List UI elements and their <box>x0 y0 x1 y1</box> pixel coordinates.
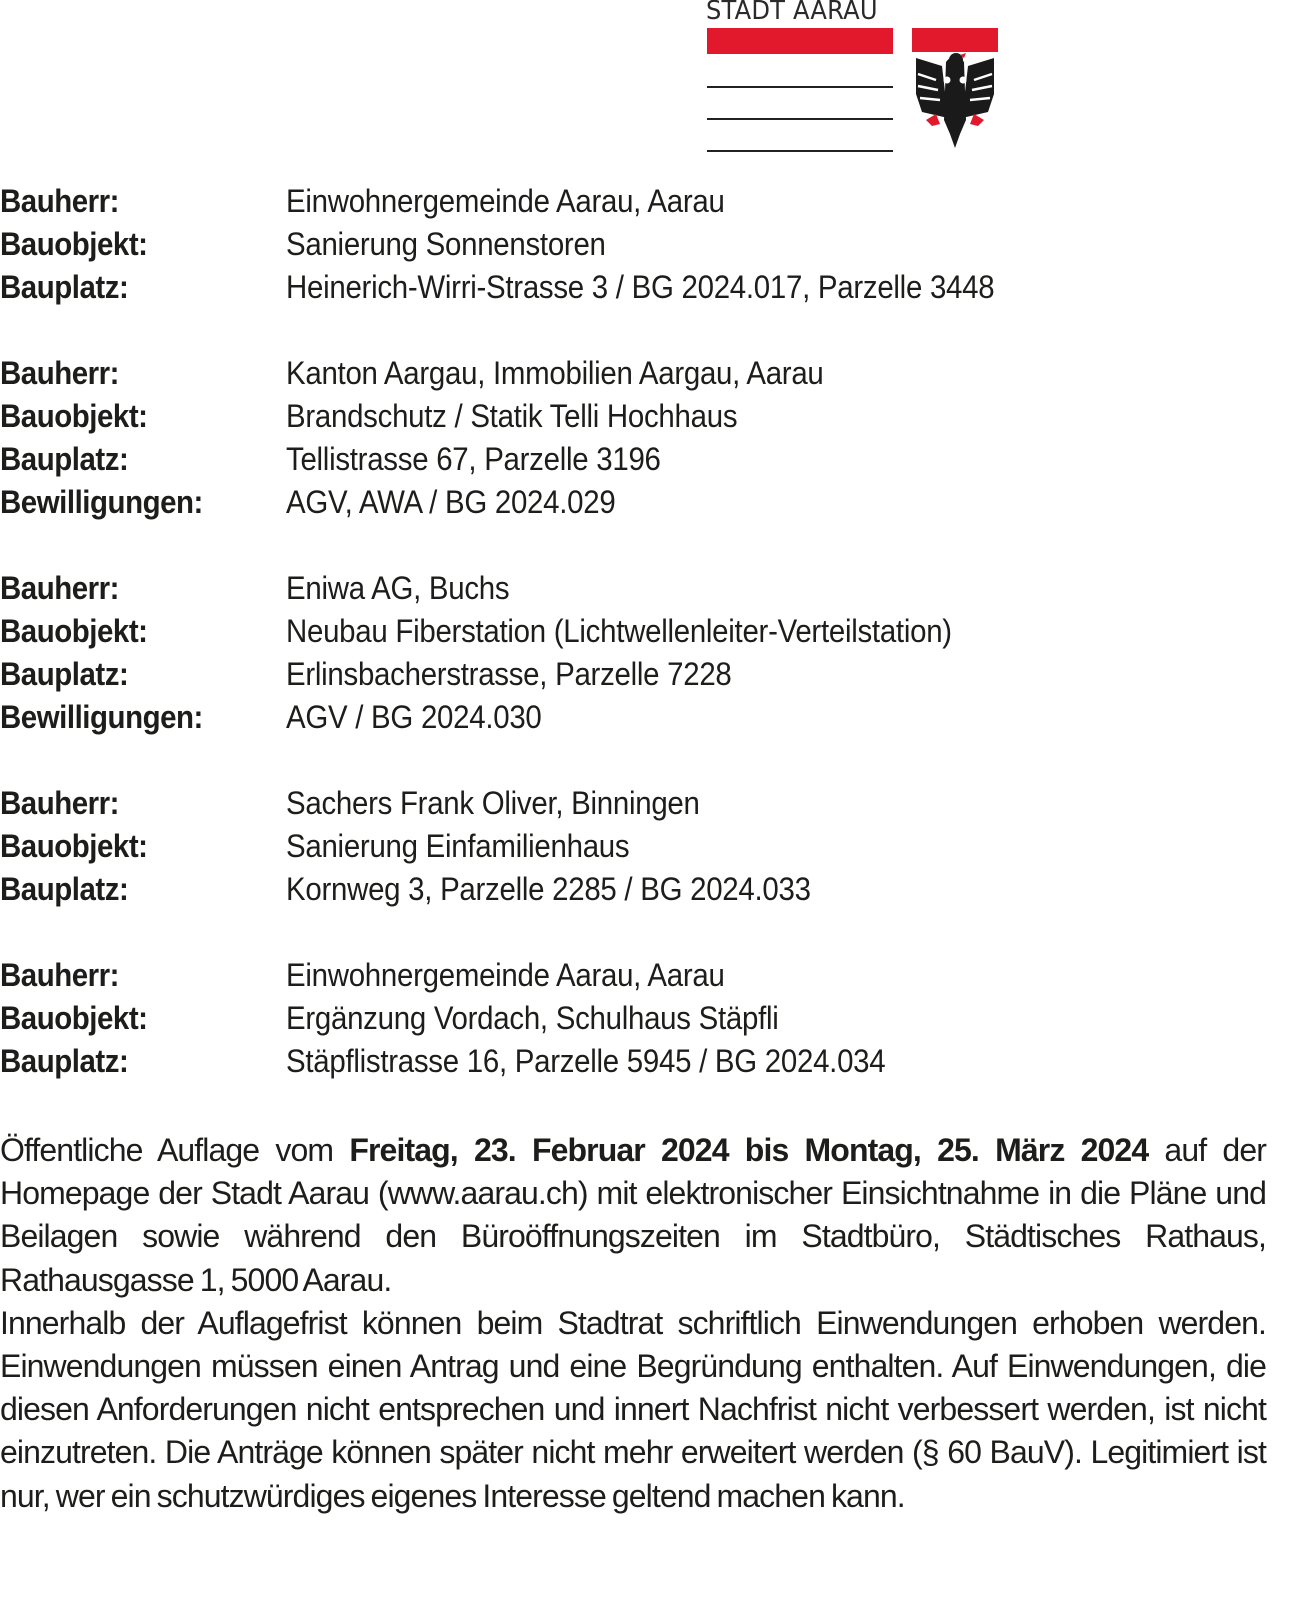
application-entry <box>0 180 1289 309</box>
public-notice <box>0 1129 1266 1518</box>
field-value: Eniwa AG, Buchs <box>286 570 510 606</box>
entry-row <box>0 1040 1289 1083</box>
exhibition-dates: Freitag, 23. Februar 2024 bis Montag, 25. März 2024 <box>349 1132 1149 1168</box>
entry-row <box>0 696 1289 739</box>
entry-row <box>0 868 1289 911</box>
logo-text: STADT AARAU <box>706 0 878 26</box>
entry-row <box>0 825 1289 868</box>
field-label: Bewilligungen: <box>0 484 203 520</box>
logo-line <box>707 118 893 120</box>
application-entry <box>0 954 1289 1083</box>
logo-line <box>707 150 893 152</box>
stadt-aarau-logo <box>706 0 998 155</box>
entry-row <box>0 481 1289 524</box>
entry-row <box>0 352 1289 395</box>
field-label: Bauplatz: <box>0 871 129 907</box>
field-label: Bauobjekt: <box>0 1000 148 1036</box>
field-value: Brandschutz / Statik Telli Hochhaus <box>286 398 738 434</box>
entry-row <box>0 954 1289 997</box>
field-label: Bauherr: <box>0 355 120 391</box>
field-label: Bewilligungen: <box>0 699 203 735</box>
field-value: Neubau Fiberstation (Lichtwellenleiter-Verteilstation) <box>286 613 952 649</box>
field-value: Einwohnergemeinde Aarau, Aarau <box>286 957 725 993</box>
logo-red-bar <box>707 28 893 54</box>
field-value: AGV / BG 2024.030 <box>286 699 542 735</box>
entry-row <box>0 653 1289 696</box>
notice-paragraph-exhibition <box>0 1129 1266 1302</box>
field-label: Bauherr: <box>0 957 120 993</box>
field-label: Bauherr: <box>0 183 120 219</box>
field-value: Einwohnergemeinde Aarau, Aarau <box>286 183 725 219</box>
notice-paragraph-objections: Innerhalb der Auflagefrist können beim Stadtrat schriftlich Einwendungen erhoben werden. Einwendungen müssen einen Antrag und eine Begründung enthalten. Auf Einwendungen, die diesen Anforderungen nicht entsprechen und innert Nachfrist nicht verbessert werden, ist nicht einzutreten. Die Anträge können später nicht mehr erweitert werden (§ 60 BauV). Legitimiert ist nur, wer ein schutzwürdiges eigenes Interesse geltend machen kann. <box>0 1304 1266 1514</box>
notice-text: auf der Homepage der Stadt Aarau (www.aarau.ch) mit elektronischer Einsichtnahme in die Pläne und Beilagen sowie während den Büroöffnungszeiten im Stadtbüro, Städtisches Rathaus, Rathausgasse 1, 5000 Aarau. <box>0 1132 1266 1298</box>
field-label: Bauherr: <box>0 570 120 606</box>
application-entry <box>0 352 1289 524</box>
entry-row <box>0 438 1289 481</box>
field-value: Kanton Aargau, Immobilien Aargau, Aarau <box>286 355 824 391</box>
notice-text: Öffentliche Auflage vom <box>0 1132 350 1168</box>
field-label: Bauherr: <box>0 785 120 821</box>
field-label: Bauobjekt: <box>0 398 148 434</box>
entry-row <box>0 610 1289 653</box>
entry-row <box>0 567 1289 610</box>
field-value: Sanierung Einfamilienhaus <box>286 828 630 864</box>
field-value: Tellistrasse 67, Parzelle 3196 <box>286 441 661 477</box>
entry-row <box>0 782 1289 825</box>
entry-row <box>0 180 1289 223</box>
field-value: Kornweg 3, Parzelle 2285 / BG 2024.033 <box>286 871 811 907</box>
field-value: AGV, AWA / BG 2024.029 <box>286 484 616 520</box>
field-value: Ergänzung Vordach, Schulhaus Stäpfli <box>286 1000 779 1036</box>
entry-row <box>0 997 1289 1040</box>
field-value: Stäpflistrasse 16, Parzelle 5945 / BG 2024.034 <box>286 1043 886 1079</box>
field-label: Bauobjekt: <box>0 613 148 649</box>
entry-row <box>0 266 1289 309</box>
entry-row <box>0 223 1289 266</box>
application-entry <box>0 567 1289 739</box>
application-entry <box>0 782 1289 911</box>
logo-line <box>707 86 893 88</box>
field-label: Bauobjekt: <box>0 828 148 864</box>
field-label: Bauplatz: <box>0 1043 129 1079</box>
field-label: Bauplatz: <box>0 269 129 305</box>
field-label: Bauplatz: <box>0 656 129 692</box>
eagle-crest-icon <box>912 28 998 150</box>
field-value: Sachers Frank Oliver, Binningen <box>286 785 700 821</box>
building-applications-list <box>0 180 1289 1126</box>
field-value: Heinerich-Wirri-Strasse 3 / BG 2024.017, Parzelle 3448 <box>286 269 995 305</box>
field-value: Erlinsbacherstrasse, Parzelle 7228 <box>286 656 732 692</box>
field-label: Bauobjekt: <box>0 226 148 262</box>
field-label: Bauplatz: <box>0 441 129 477</box>
entry-row <box>0 395 1289 438</box>
field-value: Sanierung Sonnenstoren <box>286 226 606 262</box>
